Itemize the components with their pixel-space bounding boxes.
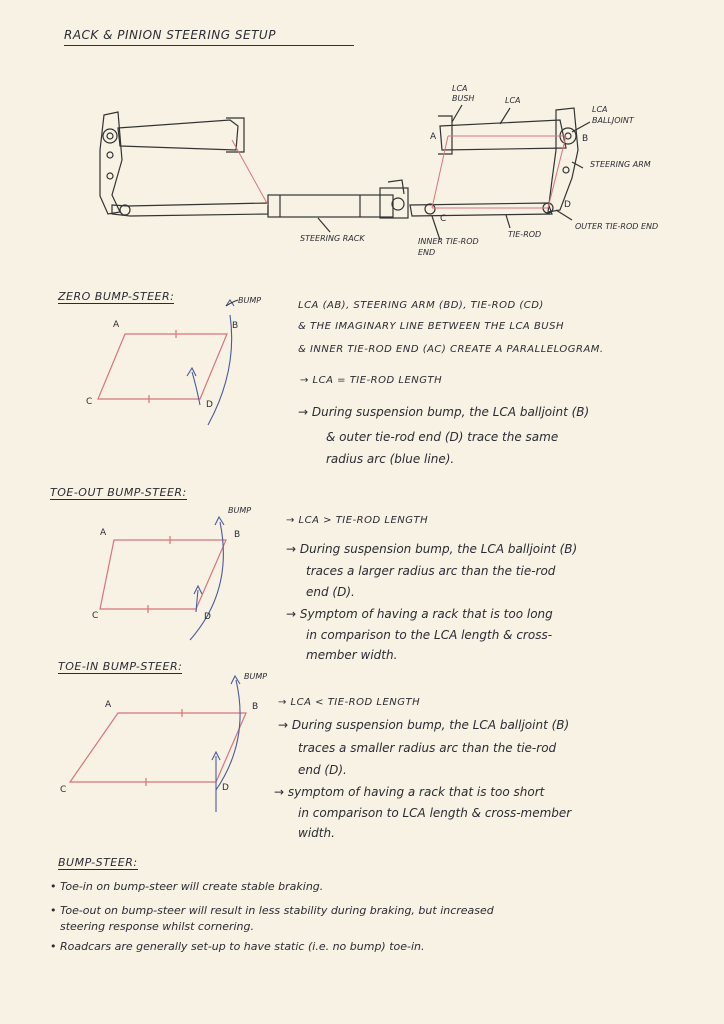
toe-out-point-d: D (204, 612, 211, 622)
summary-bullet-2: • Toe-out on bump-steer will result in less stability during braking, but increased (50, 904, 494, 917)
toe-out-bump-steer-heading: TOE-OUT BUMP-STEER: (50, 486, 187, 499)
toe-in-point-c: C (60, 785, 67, 795)
zero-point-d: D (206, 400, 213, 410)
toe-out-text-line-2: → During suspension bump, the LCA balljoint (B) (286, 542, 578, 556)
zero-bump-label: BUMP (238, 296, 262, 305)
label-lca-balljoint: LCA BALLJOINT (592, 105, 634, 125)
page-title: RACK & PINION STEERING SETUP (64, 28, 276, 42)
summary-bullet-1: • Toe-in on bump-steer will create stable braking. (50, 880, 324, 893)
toe-out-text-line-7: member width. (306, 648, 398, 662)
toe-in-text-line-6: in comparison to LCA length & cross-member (298, 806, 572, 820)
toe-in-text-line-2: → During suspension bump, the LCA balljoint (B) (278, 718, 570, 732)
summary-heading: BUMP-STEER: (58, 856, 138, 869)
label-point-a: A (430, 132, 437, 142)
label-steering-rack: STEERING RACK (300, 234, 365, 243)
toe-in-bump-label: BUMP (244, 672, 268, 681)
toe-out-text-line-6: in comparison to the LCA length & cross- (306, 628, 553, 642)
toe-out-text-line-3: traces a larger radius arc than the tie-rod (306, 564, 556, 578)
toe-out-point-c: C (92, 611, 99, 621)
zero-point-a: A (113, 320, 120, 330)
zero-text-line-1: LCA (AB), STEERING ARM (BD), TIE-ROD (CD) (298, 300, 544, 311)
toe-out-point-a: A (100, 528, 107, 538)
zero-text-line-7: radius arc (blue line). (326, 452, 455, 466)
zero-text-line-6: & outer tie-rod end (D) trace the same (326, 430, 559, 444)
summary-bullet-2-cont: steering response whilst cornering. (60, 920, 254, 933)
label-point-b: B (582, 134, 589, 144)
label-lca: LCA (505, 96, 521, 105)
label-inner-tie-rod-end: INNER TIE-ROD END (418, 237, 479, 257)
toe-in-text-line-3: traces a smaller radius arc than the tie-rod (298, 741, 557, 755)
toe-in-text-line-1: → LCA < TIE-ROD LENGTH (278, 697, 421, 708)
zero-point-b: B (232, 321, 239, 331)
toe-in-text-line-7: width. (298, 826, 335, 840)
summary-bullet-3: • Roadcars are generally set-up to have static (i.e. no bump) toe-in. (50, 940, 425, 953)
toe-out-text-line-1: → LCA > TIE-ROD LENGTH (286, 515, 429, 526)
toe-in-text-line-5: → symptom of having a rack that is too short (274, 785, 545, 799)
zero-point-c: C (86, 397, 93, 407)
toe-in-point-d: D (222, 783, 229, 793)
toe-in-text-line-4: end (D). (298, 763, 347, 777)
zero-text-line-2: & THE IMAGINARY LINE BETWEEN THE LCA BUSH (298, 321, 564, 332)
toe-out-bump-label: BUMP (228, 506, 252, 515)
toe-out-text-line-5: → Symptom of having a rack that is too long (286, 607, 553, 621)
zero-text-line-3: & INNER TIE-ROD END (AC) CREATE A PARALLELOGRAM. (298, 344, 604, 355)
toe-in-point-b: B (252, 702, 259, 712)
toe-out-text-line-4: end (D). (306, 585, 355, 599)
label-steering-arm: STEERING ARM (590, 160, 651, 169)
toe-in-bump-steer-heading: TOE-IN BUMP-STEER: (58, 660, 183, 673)
zero-bump-steer-heading: ZERO BUMP-STEER: (58, 290, 175, 303)
label-point-c: C (440, 214, 447, 224)
label-outer-tie-rod-end: OUTER TIE-ROD END (575, 222, 659, 231)
label-tie-rod: TIE-ROD (508, 230, 542, 239)
toe-in-point-a: A (105, 700, 112, 710)
zero-text-line-5: → During suspension bump, the LCA balljoint (B) (298, 405, 590, 419)
zero-text-line-4: → LCA = TIE-ROD LENGTH (300, 375, 443, 386)
label-lca-bush: LCA BUSH (452, 84, 475, 103)
label-point-d: D (564, 200, 571, 210)
toe-out-point-b: B (234, 530, 241, 540)
